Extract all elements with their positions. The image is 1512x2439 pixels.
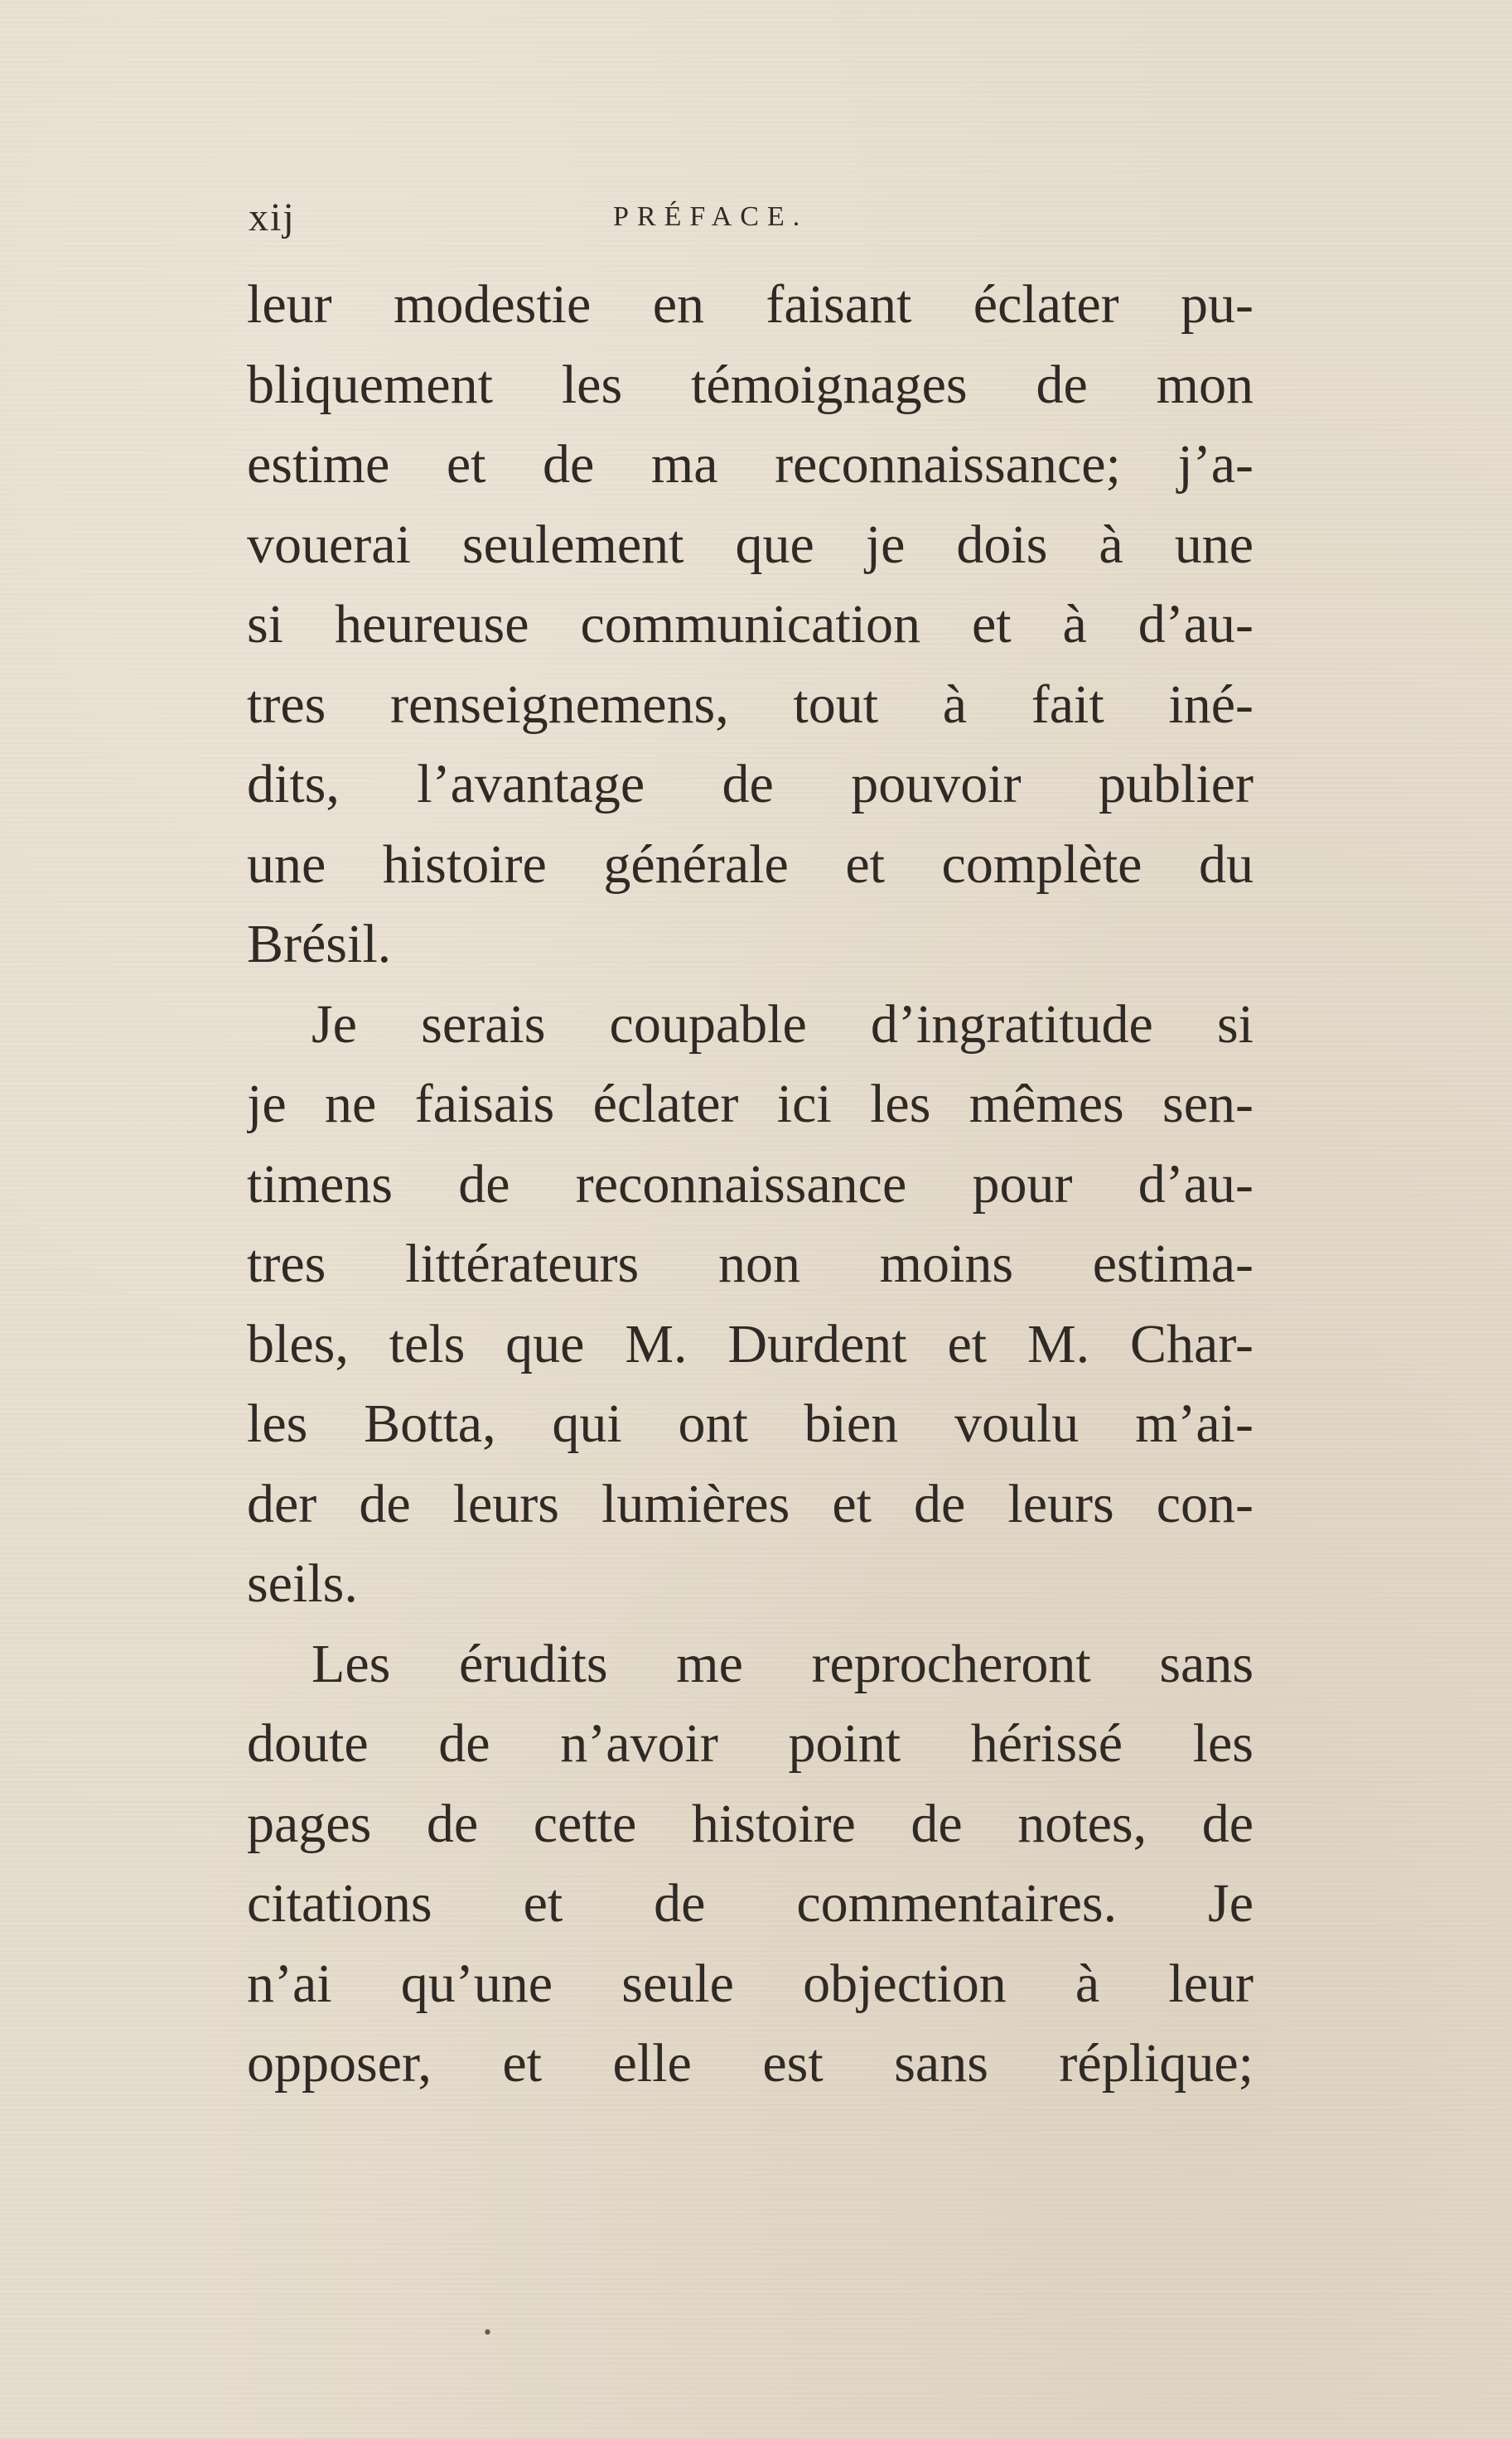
body-text [247, 265, 1254, 2104]
text-line: dits, l’avantage de pouvoir publier [247, 754, 1254, 814]
text-line: n’ai qu’une seule objection à leur [247, 1953, 1254, 2014]
text-line: opposer, et elle est sans réplique; [247, 2033, 1254, 2094]
text-line: pages de cette histoire de notes, de [247, 1793, 1254, 1854]
text-line: citations et de commentaires. Je [247, 1873, 1254, 1934]
text-line: estime et de ma reconnaissance; j’a- [247, 434, 1254, 495]
printer-mark: • [482, 2323, 493, 2344]
text-line: timens de reconnaissance pour d’au- [247, 1153, 1254, 1215]
text-line: tres renseignemens, tout à fait iné- [247, 674, 1254, 735]
text-line: Brésil. [247, 914, 392, 974]
text-line: Je serais coupable d’ingratitude si [312, 993, 1254, 1055]
text-line: tres littérateurs non moins estima- [247, 1234, 1254, 1294]
text-line: bliquement les témoignages de mon [247, 354, 1254, 415]
text-line: Les érudits me reprocheront sans [312, 1633, 1254, 1694]
page-number: xij [249, 196, 296, 239]
text-line: une histoire générale et complète du [247, 833, 1254, 895]
running-head [249, 195, 1251, 244]
text-line: doute de n’avoir point hérissé les [247, 1713, 1254, 1774]
text-line: der de leurs lumières et de leurs con- [247, 1473, 1254, 1534]
text-line: les Botta, qui ont bien voulu m’ai- [247, 1393, 1254, 1454]
text-line: si heureuse communication et à d’au- [247, 594, 1254, 654]
text-line: bles, tels que M. Durdent et M. Char- [247, 1313, 1254, 1374]
text-line: seils. [247, 1553, 358, 1614]
running-title: PRÉFACE. [613, 201, 809, 232]
text-line: leur modestie en faisant éclater pu- [247, 274, 1254, 335]
text-line: vouerai seulement que je dois à une [247, 514, 1254, 575]
text-line: je ne faisais éclater ici les mêmes sen- [247, 1074, 1254, 1134]
